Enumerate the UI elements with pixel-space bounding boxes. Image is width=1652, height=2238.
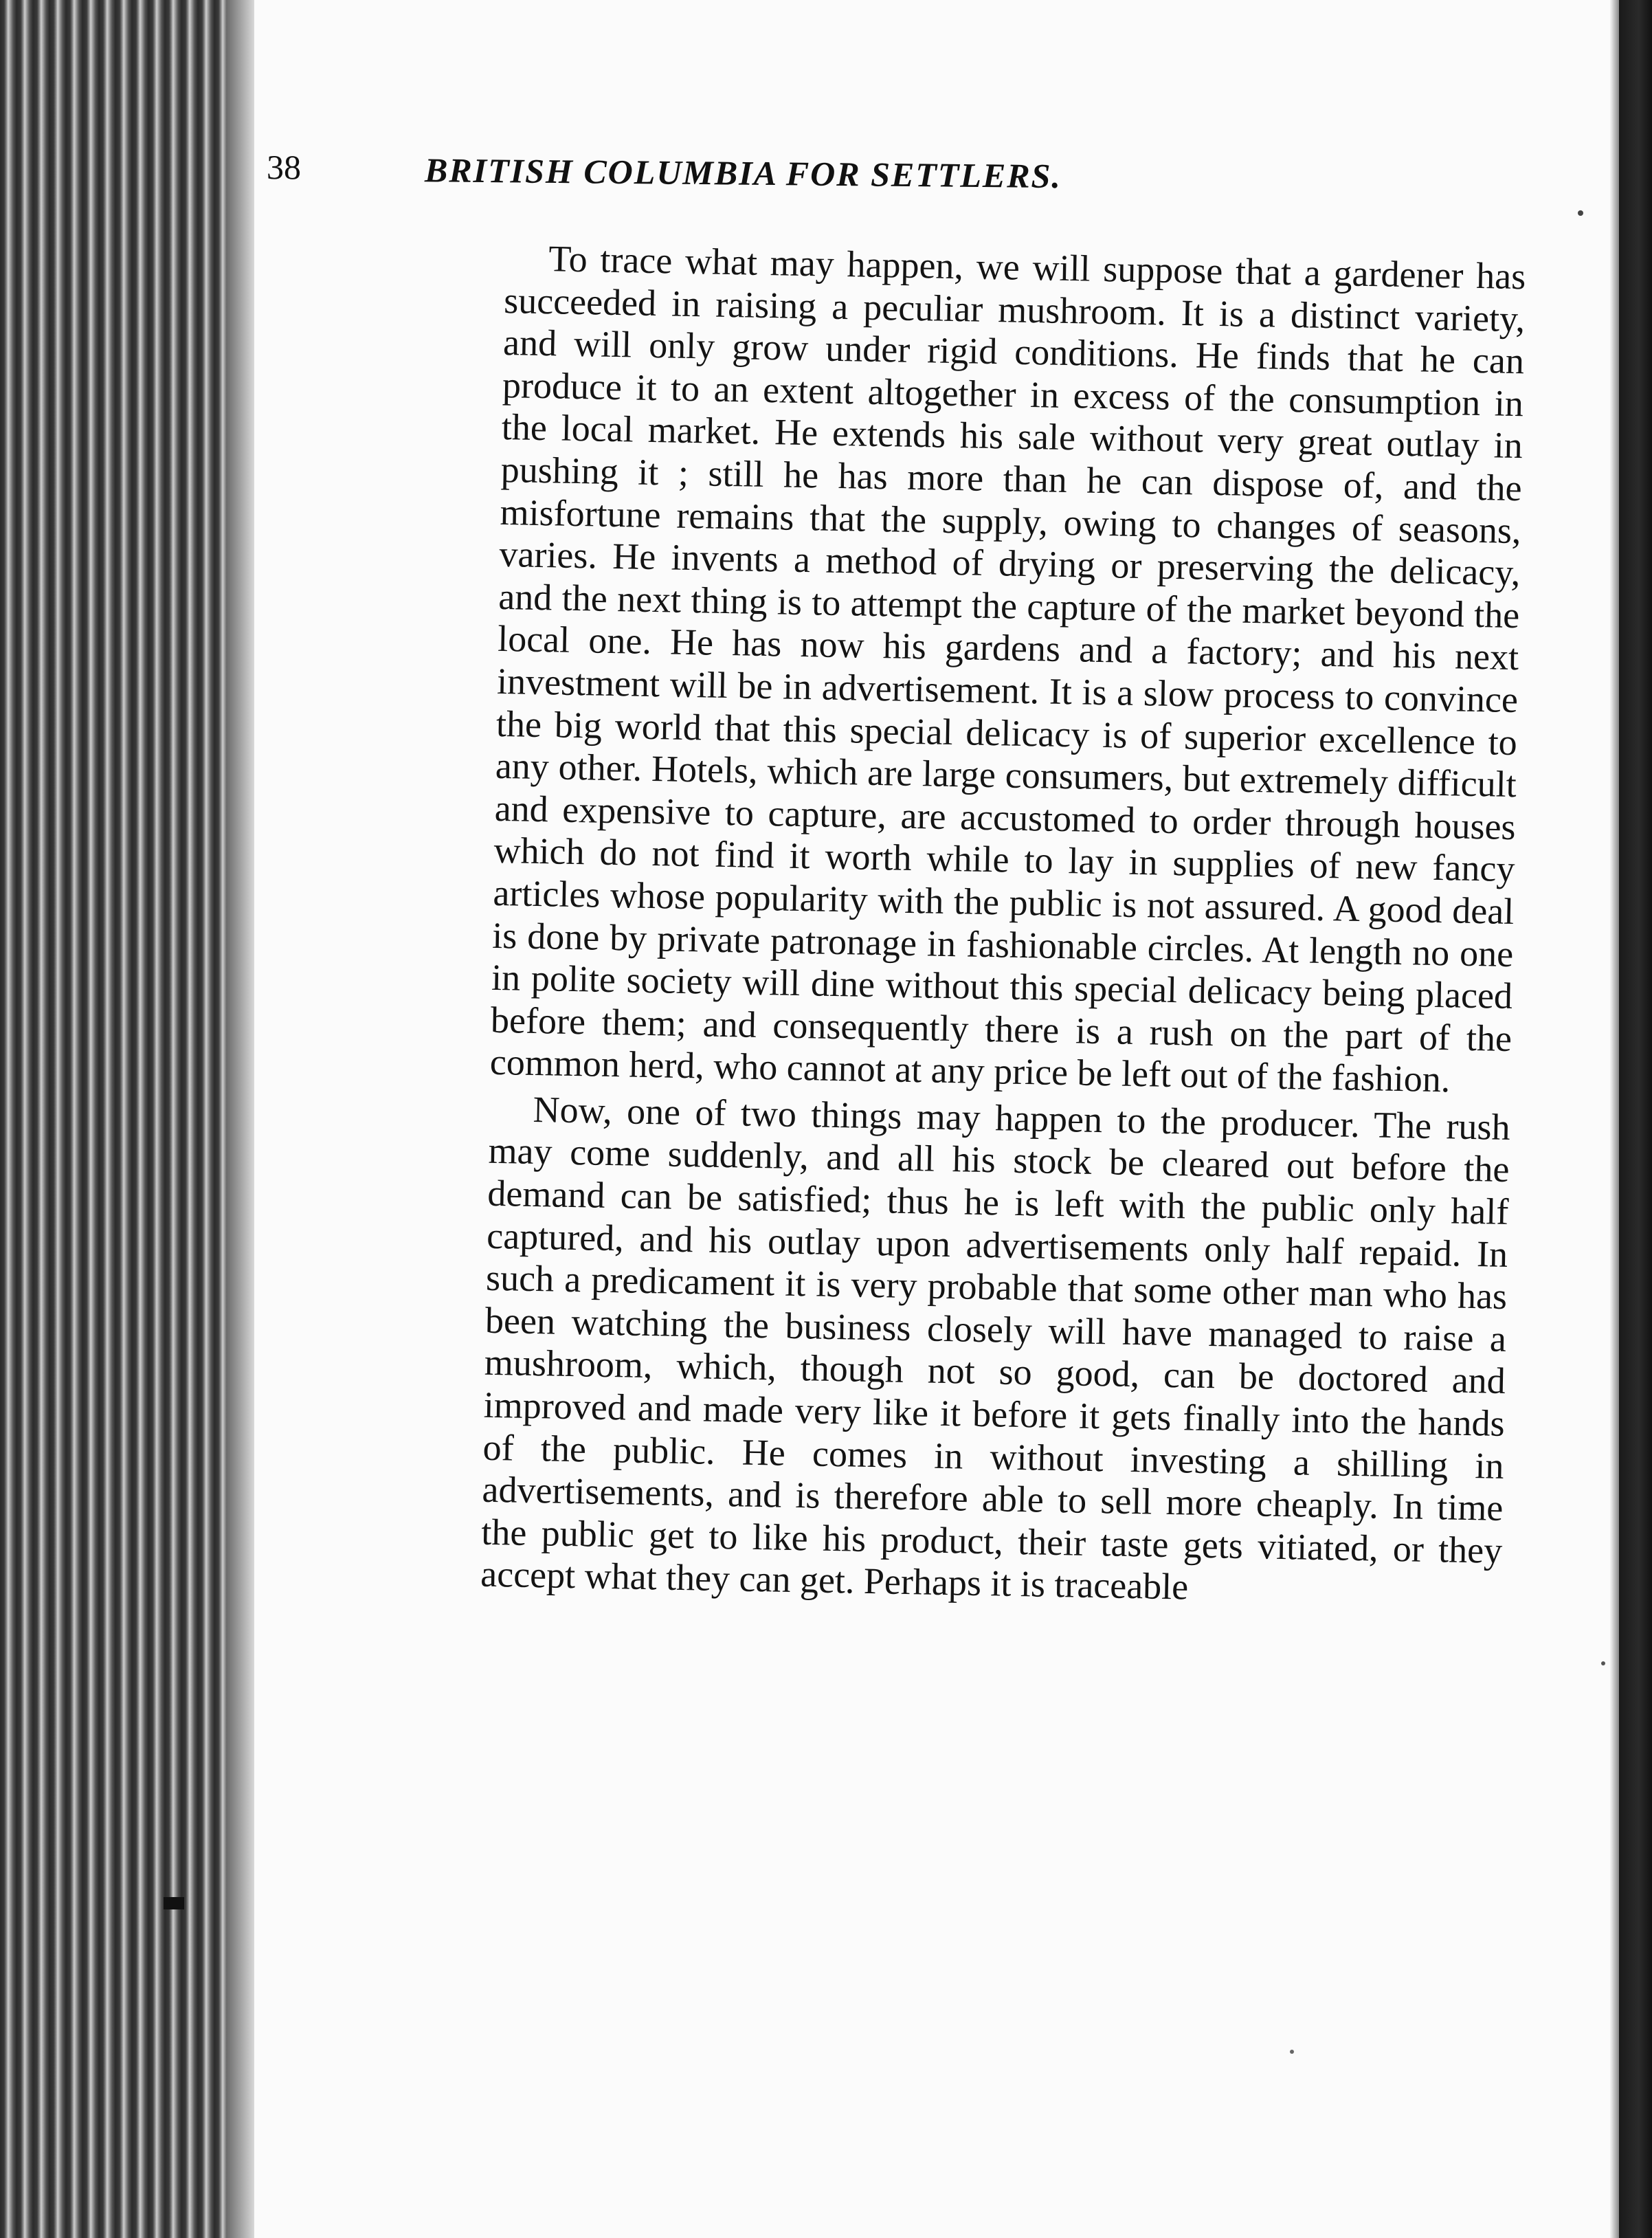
book-page-edges: [0, 0, 254, 2238]
scanner-border: [1619, 0, 1652, 2238]
page-number: 38: [266, 148, 302, 187]
body-text: [480, 237, 1526, 1615]
paragraph-2: Now, one of two things may happen to the producer. The rush may come suddenly, and all his stock be cleared out before the demand can be satisfied; thus he is left with the public only half captured, and his outlay upon advertisements only half repaid. In such a predicament it is very probable that some other man who has been watching the business closely will have managed to raise a mushroom, which, though not so good, can be doctored and improved and made very like it before it gets finally into the hands of the public. He comes in without investing a shilling in advertisements, and is therefore able to sell more cheaply. In time the public get to like his product, their taste gets vitiated, or they accept what they can get. Perhaps it is traceable: [480, 1088, 1511, 1608]
paragraph-1: To trace what may happen, we will suppose that a gardener has succeeded in raising a peculiar mushroom. It is a distinct variety, and will only grow under rigid conditions. He finds that he can produce it to an extent altogether in excess of the consumption in the local market. He extends his sale without very great outlay in pushing it ; still he has more than he can dispose of, and the misfortune remains that the supply, owing to changes of seasons, varies. He invents a method of drying or preserving the delicacy, and the next thing is to attempt the capture of the market beyond the local one. He has now his gardens and a factory; and his next investment will be in advertisement. It is a slow process to convince the big world that this special delicacy is of superior excellence to any other. Hotels, which are large consumers, but extremely difficult and expensive to capture, are accustomed to order through houses which do not find it worth while to lay in supplies of new fancy articles whose popularity with the public is not assured. A good deal is done by private patronage in fashionable circles. At length no one in polite society will dine without this special delicacy being placed before them; and consequently there is a rush on the part of the common herd, who cannot at any price be left out of the fashion.: [489, 238, 1526, 1100]
running-title: BRITISH COLUMBIA FOR SETTLERS.: [424, 151, 1062, 196]
